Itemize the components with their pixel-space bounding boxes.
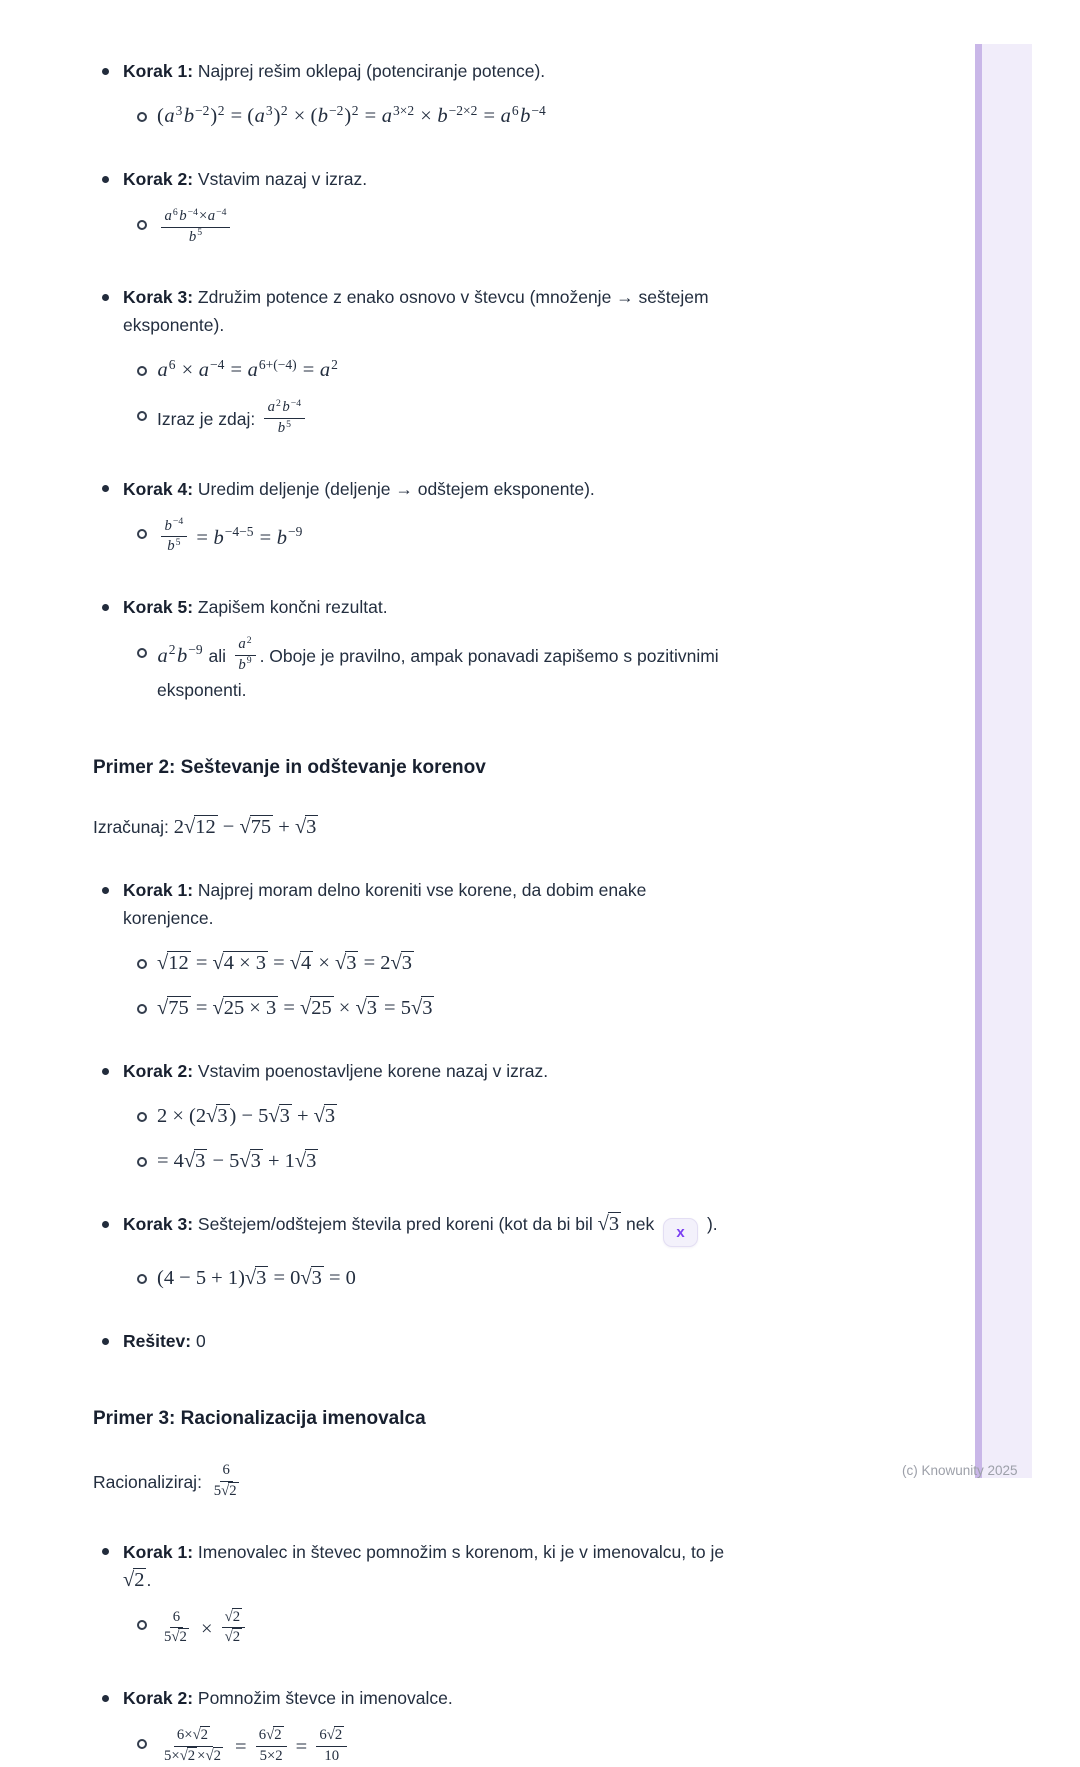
text-run: Izračunaj: — [93, 817, 174, 838]
sqrt-radical: √2 — [221, 1483, 237, 1500]
sqrt-radical: √2 — [326, 1727, 343, 1744]
sqrt-radical: √12 — [157, 952, 189, 975]
text-run: Najprej rešim oklepaj (potenciranje potence). — [193, 61, 546, 81]
list-item — [93, 593, 875, 621]
fraction: $\frac{6\times√2}{5\times√2 \times√2}$ — [164, 1727, 221, 1764]
list-item — [93, 57, 875, 85]
bullet-circle-icon — [137, 112, 147, 122]
text-run: eksponenti. — [157, 680, 247, 701]
list-item — [93, 475, 875, 503]
sqrt-radical: √2 — [171, 1629, 187, 1646]
paragraph — [93, 1464, 875, 1502]
sqrt-radical: √25 — [299, 997, 332, 1020]
math-expression: = 4√3 − 5√3 + 1√3 — [157, 1150, 317, 1173]
sqrt-radical: √2 — [224, 1608, 241, 1625]
list-item — [93, 283, 875, 339]
paragraph — [93, 813, 875, 841]
sqrt-radical: √3 — [244, 1267, 267, 1290]
list-item — [93, 1057, 875, 1085]
sub-list-item — [128, 1264, 875, 1292]
sqrt-radical: √2 — [179, 1747, 196, 1764]
copyright-text: (c) Knowunity 2025 — [902, 1463, 1018, 1478]
sqrt-radical: √25 × 3 — [212, 997, 277, 1020]
bullet-dot-icon — [102, 1068, 109, 1075]
step-label: Korak 1: — [123, 1541, 194, 1562]
text-run: . — [146, 1569, 152, 1590]
sqrt-radical: √3 — [294, 816, 317, 839]
text-run: Zapišem končni rezultat. — [193, 597, 388, 618]
fraction: $\frac{a^2 b^{-4}}{b^5}$ — [264, 399, 305, 437]
math-expression: $\frac{6\times√2}{5\times√2 \times√2}$ = $\frac{6√2}{5\times 2}$ = $\frac{6√2}{10}$ — [157, 1736, 351, 1758]
sub-list-item — [128, 1147, 875, 1175]
math-expression — [207, 1462, 246, 1500]
bullet-circle-icon — [137, 1620, 147, 1630]
text-run: . Oboje je pravilno, ampak ponavadi zapišemo s pozitivnimi — [259, 645, 719, 666]
text-run: Izraz je zdaj: — [157, 409, 261, 430]
text-run: ). — [702, 1214, 718, 1235]
math-expression: $a^2b^{-9}$ — [157, 642, 203, 667]
bullet-dot-icon — [102, 68, 109, 75]
step-label: Korak 3: — [123, 287, 194, 308]
sqrt-radical: √12 — [183, 816, 216, 839]
fraction: $\frac{a^6 b^{-4}\times a^{-4}}{b^5}$ — [161, 208, 230, 246]
math-expression — [260, 398, 309, 437]
sub-list-item — [128, 398, 875, 439]
step-label: Korak 2: — [123, 169, 194, 189]
math-expression: $\frac{b^{-4}}{b^5}$ = $b^{-4-5} = b^{-9}$ — [157, 527, 303, 549]
text-run: Uredim deljenje (deljenje → odštejem eksponente). — [193, 478, 595, 499]
sqrt-radical: √3 — [239, 1150, 261, 1173]
text-run: Pomnožim števce in imenovalce. — [193, 1688, 453, 1709]
step-label: Korak 1: — [123, 880, 194, 901]
bullet-circle-icon — [137, 529, 147, 539]
math-expression — [598, 1213, 621, 1235]
step-label: Korak 1: — [123, 61, 194, 81]
bullet-circle-icon — [137, 1157, 147, 1167]
math-expression: 2 × (2√3) − 5√3 + √3 — [157, 1105, 336, 1128]
sub-list-item — [128, 102, 875, 130]
sqrt-radical: √3 — [313, 1105, 336, 1128]
sqrt-radical: √3 — [390, 952, 412, 975]
text-run: eksponente). — [123, 315, 225, 336]
step-label: Korak 5: — [123, 597, 194, 618]
math-expression: 2√12 − √75 + √3 — [173, 816, 317, 839]
step-label: Korak 3: — [123, 1214, 194, 1235]
math-expression: $\frac{6}{5√2}$ × $\frac{√2}{√2}$ — [157, 1618, 249, 1640]
bullet-circle-icon — [137, 648, 147, 658]
bullet-circle-icon — [137, 1112, 147, 1122]
math-expression: $a^6 \times a^{-4} = a^{6+(-4)} = a^2$ — [157, 356, 338, 382]
sqrt-radical: √3 — [300, 1267, 322, 1290]
math-expression — [123, 1569, 146, 1591]
bullet-circle-icon — [137, 220, 147, 230]
bullet-dot-icon — [102, 1695, 109, 1702]
sub-list-item — [128, 1102, 875, 1130]
bullet-dot-icon — [102, 294, 109, 301]
step-label: Korak 2: — [123, 1688, 194, 1709]
sqrt-radical: √2 — [266, 1727, 282, 1744]
right-accent-panel — [975, 44, 1032, 1478]
step-label: Korak 2: — [123, 1061, 194, 1082]
bullet-dot-icon — [102, 176, 109, 183]
text-run: nek — [621, 1214, 660, 1235]
bullet-dot-icon — [102, 1221, 109, 1228]
bullet-circle-icon — [137, 959, 147, 969]
math-expression — [231, 634, 260, 673]
list-item — [93, 1684, 875, 1712]
sub-list-item — [128, 206, 875, 248]
sqrt-radical: √3 — [268, 1105, 290, 1128]
sub-list-item — [128, 949, 875, 977]
bullet-dot-icon — [102, 485, 109, 492]
text-run: Racionaliziraj: — [93, 1472, 207, 1493]
sqrt-radical: √2 — [205, 1747, 221, 1764]
bullet-circle-icon — [137, 411, 147, 421]
math-expression: (4 − 5 + 1)√3 = 0√3 = 0 — [157, 1267, 356, 1290]
sub-list-item — [128, 356, 875, 384]
list-item — [93, 1327, 875, 1355]
fraction — [222, 1609, 245, 1647]
math-expression: √12 = √4 × 3 = √4 × √3 = 2√3 — [157, 952, 412, 975]
section-heading: Primer 3: Racionalizacija imenovalca — [93, 1408, 426, 1430]
sqrt-radical: √3 — [355, 997, 377, 1020]
list-item — [93, 876, 875, 932]
section-heading: Primer 2: Seštevanje in odštevanje korenov — [93, 757, 486, 779]
step-label: Korak 4: — [123, 478, 194, 499]
variable-chip: x — [663, 1218, 698, 1247]
sqrt-radical: √75 — [239, 816, 272, 839]
text-run: Imenovalec in števec pomnožim s korenom, ki je v imenovalcu, to je — [193, 1541, 725, 1562]
math-expression: $(a^3b^{-2})^2 = (a^3)^2 \times (b^{-2})^2 = a^{3\times 2} \times b^{-2\times 2} = a^6b^{-4}$ — [157, 102, 546, 127]
text-run: Vstavim poenostavljene korene nazaj v izraz. — [193, 1061, 549, 1082]
bullet-dot-icon — [102, 604, 109, 611]
sqrt-radical: √3 — [597, 1213, 620, 1236]
sqrt-radical: √2 — [192, 1727, 209, 1744]
list-item — [93, 1210, 875, 1247]
math-expression: √75 = √25 × 3 = √25 × √3 = 5√3 — [157, 997, 433, 1020]
accent-strip — [975, 44, 982, 1478]
sqrt-radical: √3 — [206, 1105, 228, 1128]
list-item — [93, 1538, 875, 1594]
sqrt-radical: √3 — [410, 997, 433, 1020]
fraction: $\frac{6√2}{5\times 2}$ — [256, 1727, 287, 1765]
bullet-dot-icon — [102, 1548, 109, 1555]
bullet-circle-icon — [137, 366, 147, 376]
sub-list-item — [128, 516, 875, 558]
bullet-circle-icon — [137, 1004, 147, 1014]
text-run: Najprej moram delno koreniti vse korene, da dobim enake — [193, 880, 647, 901]
fraction: $\frac{6√2}{10}$ — [316, 1727, 347, 1765]
text-run: ali — [203, 645, 231, 666]
math-expression — [157, 206, 234, 245]
bullet-circle-icon — [137, 1274, 147, 1284]
text-run: Vstavim nazaj v izraz. — [193, 169, 368, 189]
sqrt-radical: √2 — [123, 1568, 145, 1591]
sub-list-item — [128, 1729, 875, 1767]
bullet-circle-icon — [137, 1739, 147, 1749]
fraction: $\frac{6}{5√2}$ — [164, 1608, 187, 1646]
text-run: Seštejem/odštejem števila pred koreni (kot da bi bil — [193, 1214, 598, 1235]
bullet-dot-icon — [102, 887, 109, 894]
fraction: $\frac{a^2}{b^9}$ — [235, 636, 256, 674]
fraction: $\frac{6}{5√2}$ — [213, 1462, 237, 1500]
sqrt-radical: √3 — [294, 1150, 317, 1173]
sub-list-item — [128, 1608, 875, 1649]
sqrt-radical: √2 — [224, 1629, 241, 1646]
sqrt-radical: √3 — [335, 952, 357, 975]
sqrt-radical: √4 × 3 — [212, 952, 266, 975]
text-run: 0 — [191, 1331, 206, 1352]
list-item — [93, 165, 875, 193]
sub-list-item — [128, 994, 875, 1022]
sqrt-radical: √4 — [289, 952, 312, 975]
text-run: Združim potence z enako osnovo v števcu (množenje → seštejem — [193, 287, 709, 308]
bullet-dot-icon — [102, 1338, 109, 1345]
document-body — [93, 57, 875, 1767]
sqrt-radical: √75 — [157, 997, 189, 1020]
step-label: Rešitev: — [123, 1331, 192, 1352]
sub-list-item — [128, 634, 875, 704]
text-run: korenjence. — [123, 908, 214, 929]
fraction: $\frac{b^{-4}}{b^5}$ — [161, 518, 187, 556]
sqrt-radical: √3 — [183, 1150, 206, 1173]
